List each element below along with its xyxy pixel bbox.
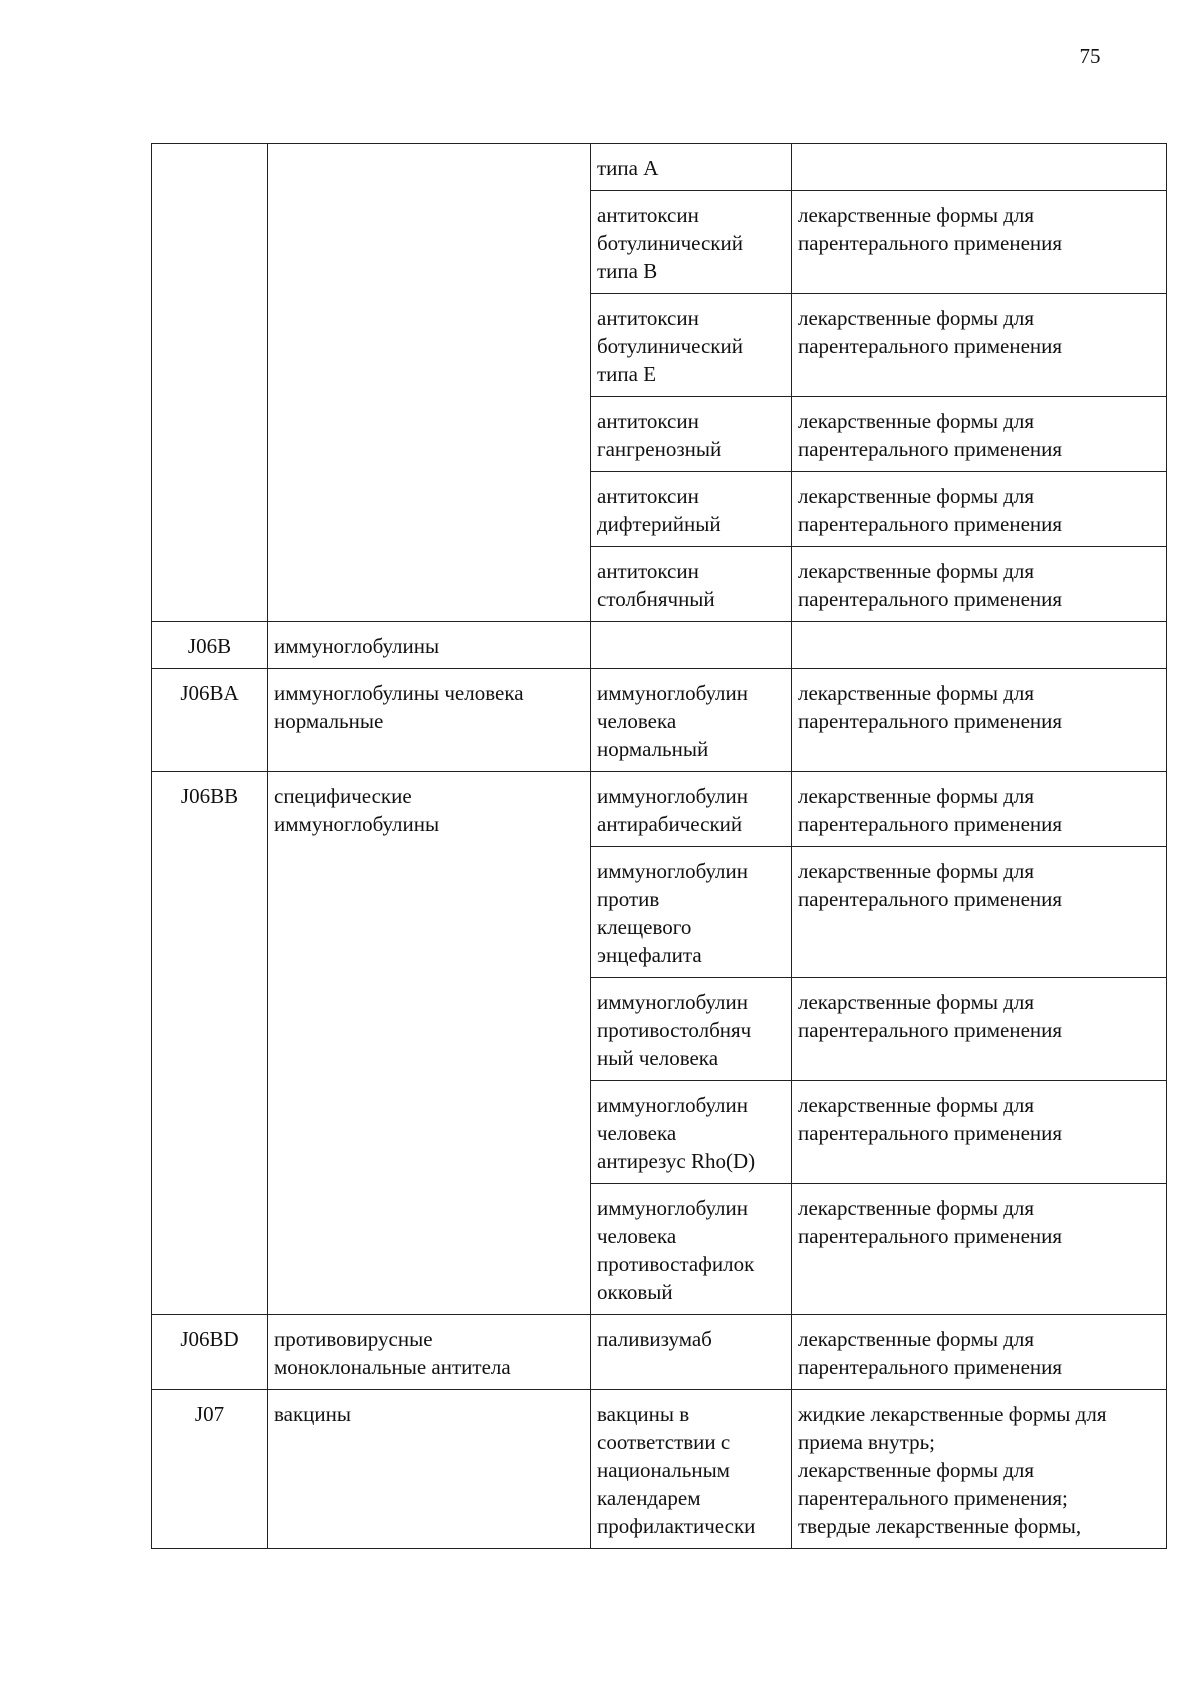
cell-text-line: лекарственные формы для — [798, 484, 1035, 508]
cell-text-line: дифтерийный — [597, 512, 721, 536]
atc-code-cell: J06BA — [152, 669, 268, 772]
dosage-form-cell — [792, 1390, 1167, 1549]
cell-text-line: нормальный — [597, 737, 709, 761]
cell-text-line: человека — [597, 1121, 677, 1145]
table-row — [152, 772, 1167, 847]
drug-name-cell — [591, 144, 792, 191]
table-row — [152, 1390, 1167, 1549]
cell-text-line: антитоксин — [597, 409, 699, 433]
cell-text-line: типа А — [597, 156, 659, 180]
cell-text-line: энцефалита — [597, 943, 702, 967]
cell-text-line: парентерального применения; — [798, 1486, 1068, 1510]
table-row — [152, 669, 1167, 772]
cell-text-line: иммуноглобулины — [274, 634, 440, 658]
drug-name-cell — [591, 669, 792, 772]
cell-text-line: парентерального применения — [798, 437, 1063, 461]
cell-text-line: антирезус Rho(D) — [597, 1149, 756, 1173]
cell-text-line: иммуноглобулин — [597, 681, 748, 705]
cell-text-line: ный человека — [597, 1046, 719, 1070]
drug-name-cell — [591, 547, 792, 622]
table-row — [152, 1315, 1167, 1390]
dosage-form-cell — [792, 294, 1167, 397]
drug-name-cell — [591, 1184, 792, 1315]
cell-text-line: парентерального применения — [798, 587, 1063, 611]
cell-text-line: парентерального применения — [798, 812, 1063, 836]
cell-text-line: парентерального применения — [798, 1224, 1063, 1248]
dosage-form-cell — [792, 144, 1167, 191]
cell-text-line: ботулинический — [597, 334, 743, 358]
cell-text-line: антитоксин — [597, 203, 699, 227]
cell-text-line: лекарственные формы для — [798, 409, 1035, 433]
drug-name-cell — [591, 1390, 792, 1549]
dosage-form-cell — [792, 472, 1167, 547]
cell-text-line: лекарственные формы для — [798, 203, 1035, 227]
cell-text-line: парентерального применения — [798, 1355, 1063, 1379]
dosage-form-cell — [792, 397, 1167, 472]
cell-text-line: гангренозный — [597, 437, 722, 461]
drug-name-cell — [591, 622, 792, 669]
cell-text-line: нормальные — [274, 709, 384, 733]
drug-name-cell — [591, 294, 792, 397]
cell-text-line: антирабический — [597, 812, 743, 836]
cell-text-line: иммуноглобулины — [274, 812, 440, 836]
cell-text-line: лекарственные формы для — [798, 681, 1035, 705]
cell-text-line: иммуноглобулин — [597, 990, 748, 1014]
dosage-form-cell — [792, 1315, 1167, 1390]
page-number: 75 — [1079, 44, 1101, 68]
cell-text-line: столбнячный — [597, 587, 715, 611]
cell-text-line: жидкие лекарственные формы для — [798, 1402, 1107, 1426]
cell-text-line: парентерального применения — [798, 1018, 1063, 1042]
cell-text-line: паливизумаб — [597, 1327, 712, 1351]
cell-text-line: парентерального применения — [798, 1121, 1063, 1145]
dosage-form-cell — [792, 1081, 1167, 1184]
cell-text-line: соответствии с — [597, 1430, 731, 1454]
cell-text-line: противовирусные — [274, 1327, 433, 1351]
drug-name-cell — [591, 191, 792, 294]
cell-text-line: иммуноглобулин — [597, 859, 748, 883]
atc-code-cell: J07 — [152, 1390, 268, 1549]
cell-text-line: клещевого — [597, 915, 692, 939]
drug-table — [151, 143, 1167, 1549]
dosage-form-cell — [792, 1184, 1167, 1315]
cell-text-line: парентерального применения — [798, 887, 1063, 911]
cell-text-line: антитоксин — [597, 484, 699, 508]
cell-text-line: вакцины — [274, 1402, 351, 1426]
cell-text-line: лекарственные формы для — [798, 1458, 1035, 1482]
drug-name-cell — [591, 397, 792, 472]
cell-text-line: лекарственные формы для — [798, 1196, 1035, 1220]
cell-text-line: специфические — [274, 784, 412, 808]
cell-text-line: моноклональные антитела — [274, 1355, 511, 1379]
cell-text-line: лекарственные формы для — [798, 559, 1035, 583]
group-name-cell — [268, 1390, 591, 1549]
table-row — [152, 144, 1167, 191]
dosage-form-cell — [792, 547, 1167, 622]
group-name-cell — [268, 1315, 591, 1390]
cell-text-line: противостафилок — [597, 1252, 755, 1276]
atc-code-cell: J06B — [152, 622, 268, 669]
cell-text-line: типа Е — [597, 362, 657, 386]
dosage-form-cell — [792, 978, 1167, 1081]
table-row — [152, 622, 1167, 669]
cell-text-line: ботулинический — [597, 231, 743, 255]
group-name-cell — [268, 669, 591, 772]
atc-code-cell: J06BD — [152, 1315, 268, 1390]
cell-text-line: человека — [597, 709, 677, 733]
cell-text-line: человека — [597, 1224, 677, 1248]
cell-text-line: приема внутрь; — [798, 1430, 936, 1454]
group-name-cell — [268, 772, 591, 1315]
cell-text-line: профилактически — [597, 1514, 756, 1538]
cell-text-line: вакцины в — [597, 1402, 690, 1426]
cell-text-line: противостолбняч — [597, 1018, 752, 1042]
cell-text-line: лекарственные формы для — [798, 784, 1035, 808]
atc-code-cell: J06BB — [152, 772, 268, 1315]
cell-text-line: лекарственные формы для — [798, 990, 1035, 1014]
cell-text-line: национальным — [597, 1458, 730, 1482]
drug-name-cell — [591, 978, 792, 1081]
dosage-form-cell — [792, 669, 1167, 772]
cell-text-line: иммуноглобулины человека — [274, 681, 524, 705]
cell-text-line: твердые лекарственные формы, — [798, 1514, 1082, 1538]
cell-text-line: иммуноглобулин — [597, 1196, 748, 1220]
group-name-cell — [268, 622, 591, 669]
atc-code-cell — [152, 144, 268, 622]
group-name-cell — [268, 144, 591, 622]
cell-text-line: антитоксин — [597, 559, 699, 583]
dosage-form-cell — [792, 772, 1167, 847]
cell-text-line: окковый — [597, 1280, 673, 1304]
drug-name-cell — [591, 1081, 792, 1184]
cell-text-line: календарем — [597, 1486, 701, 1510]
cell-text-line: лекарственные формы для — [798, 1093, 1035, 1117]
drug-name-cell — [591, 472, 792, 547]
dosage-form-cell — [792, 191, 1167, 294]
cell-text-line: иммуноглобулин — [597, 1093, 748, 1117]
cell-text-line: против — [597, 887, 660, 911]
cell-text-line: антитоксин — [597, 306, 699, 330]
cell-text-line: типа В — [597, 259, 658, 283]
cell-text-line: иммуноглобулин — [597, 784, 748, 808]
cell-text-line: парентерального применения — [798, 231, 1063, 255]
dosage-form-cell — [792, 847, 1167, 978]
cell-text-line: лекарственные формы для — [798, 306, 1035, 330]
drug-name-cell — [591, 1315, 792, 1390]
cell-text-line: парентерального применения — [798, 512, 1063, 536]
cell-text-line: лекарственные формы для — [798, 1327, 1035, 1351]
dosage-form-cell — [792, 622, 1167, 669]
cell-text-line: парентерального применения — [798, 334, 1063, 358]
drug-name-cell — [591, 772, 792, 847]
drug-name-cell — [591, 847, 792, 978]
cell-text-line: лекарственные формы для — [798, 859, 1035, 883]
cell-text-line: парентерального применения — [798, 709, 1063, 733]
